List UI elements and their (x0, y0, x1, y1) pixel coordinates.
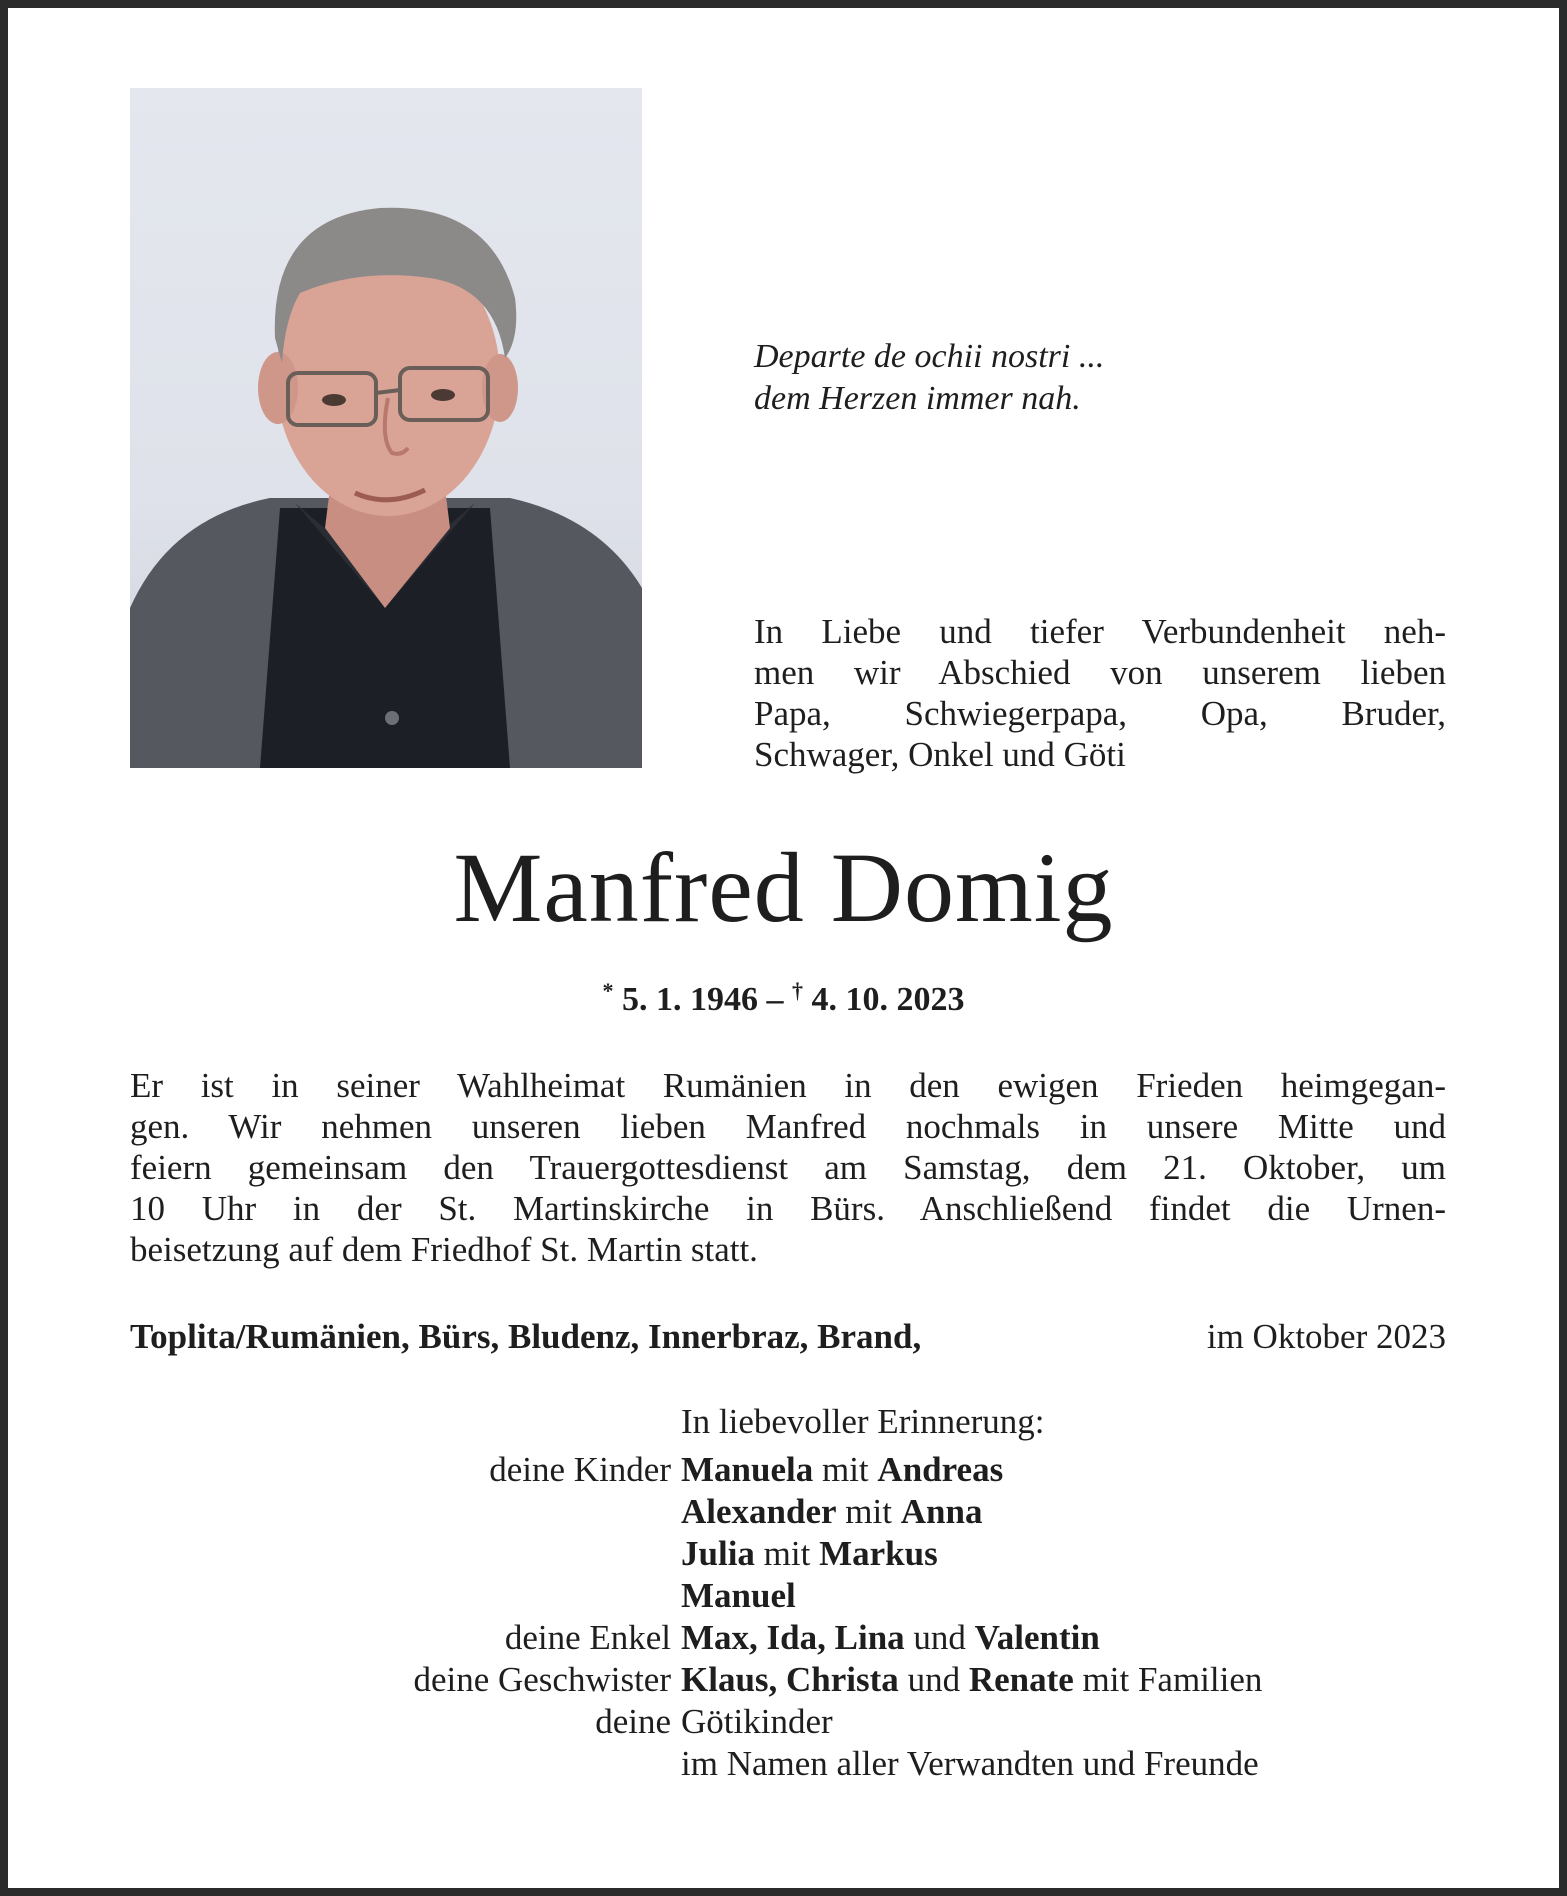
intro-text (754, 611, 1446, 775)
place-date-line (130, 1316, 1446, 1357)
child-joiner: mit (763, 1534, 811, 1573)
mourners-list (8, 1401, 1559, 1785)
mourners-heading: In liebevoller Erinnerung: (681, 1402, 1045, 1441)
deceased-name: Manfred Domig (453, 832, 1114, 943)
closing-text: im Namen aller Verwandten und Freunde (681, 1744, 1259, 1783)
child-partner: Anna (900, 1492, 983, 1531)
intro-line: Schwager, Onkel und Göti (754, 735, 1126, 774)
date: im Oktober 2023 (1206, 1317, 1446, 1356)
portrait-photo (130, 88, 642, 768)
child-partner: Andreas (877, 1450, 1004, 1489)
birth-symbol: * (602, 978, 614, 1003)
child-partner: Markus (819, 1534, 938, 1573)
portrait-photo-icon (130, 88, 642, 768)
siblings-names: Klaus, Christa (681, 1660, 899, 1699)
places: Toplita/Rumänien, Bürs, Bludenz, Innerbraz, Brand, (130, 1317, 922, 1356)
obituary-page (8, 8, 1559, 1888)
announcement-line: feiern gemeinsam den Trauergottesdienst am Samstag, dem 21. Oktober, um (130, 1148, 1446, 1187)
date-separator: – (766, 981, 784, 1018)
siblings-label: deine Geschwister (413, 1660, 671, 1699)
announcement-line: Er ist in seiner Wahlheimat Rumänien in den ewigen Frieden heimgegan- (130, 1066, 1446, 1105)
death-date: 4. 10. 2023 (811, 981, 965, 1018)
life-dates (8, 971, 1559, 1020)
birth-date: 5. 1. 1946 (622, 981, 758, 1018)
announcement-text (130, 1065, 1446, 1270)
announcement-line: gen. Wir nehmen unseren lieben Manfred nochmals in unsere Mitte und (130, 1107, 1446, 1146)
child-name: Manuel (681, 1576, 796, 1615)
intro-line: men wir Abschied von unserem lieben (754, 653, 1446, 692)
intro-line: In Liebe und tiefer Verbundenheit neh- (754, 612, 1446, 651)
child-joiner: mit (821, 1450, 869, 1489)
motto (754, 336, 1474, 420)
siblings-row (8, 1659, 1559, 1701)
motto-line: dem Herzen immer nah. (754, 380, 1081, 417)
children-label: deine Kinder (489, 1450, 671, 1489)
grandchildren-label: deine Enkel (504, 1618, 671, 1657)
intro-line: Papa, Schwiegerpapa, Opa, Bruder, (754, 694, 1446, 733)
announcement-line: beisetzung auf dem Friedhof St. Martin statt. (130, 1230, 758, 1269)
grandchildren-joiner: und (913, 1618, 966, 1657)
godchildren-row (8, 1701, 1559, 1743)
grandchildren-last: Valentin (974, 1618, 1100, 1657)
closing-row (8, 1743, 1559, 1785)
announcement-line: 10 Uhr in der St. Martinskirche in Bürs. Anschließend findet die Urnen- (130, 1189, 1446, 1228)
children-row (8, 1575, 1559, 1617)
siblings-suffix: mit Familien (1082, 1660, 1263, 1699)
children-row (8, 1533, 1559, 1575)
godchildren-value: Götikinder (681, 1702, 833, 1741)
child-joiner: mit (845, 1492, 892, 1531)
children-row (8, 1449, 1559, 1491)
death-symbol: † (792, 978, 803, 1003)
godchildren-label: deine (595, 1702, 671, 1741)
grandchildren-names: Max, Ida, Lina (681, 1618, 905, 1657)
siblings-joiner: und (907, 1660, 961, 1699)
children-row (8, 1491, 1559, 1533)
child-name: Manuela (681, 1450, 814, 1489)
siblings-last: Renate (968, 1660, 1074, 1699)
mourners-heading-row (8, 1401, 1559, 1443)
grandchildren-row (8, 1617, 1559, 1659)
motto-line: Departe de ochii nostri ... (754, 338, 1105, 375)
child-name: Julia (681, 1534, 755, 1573)
child-name: Alexander (681, 1492, 837, 1531)
